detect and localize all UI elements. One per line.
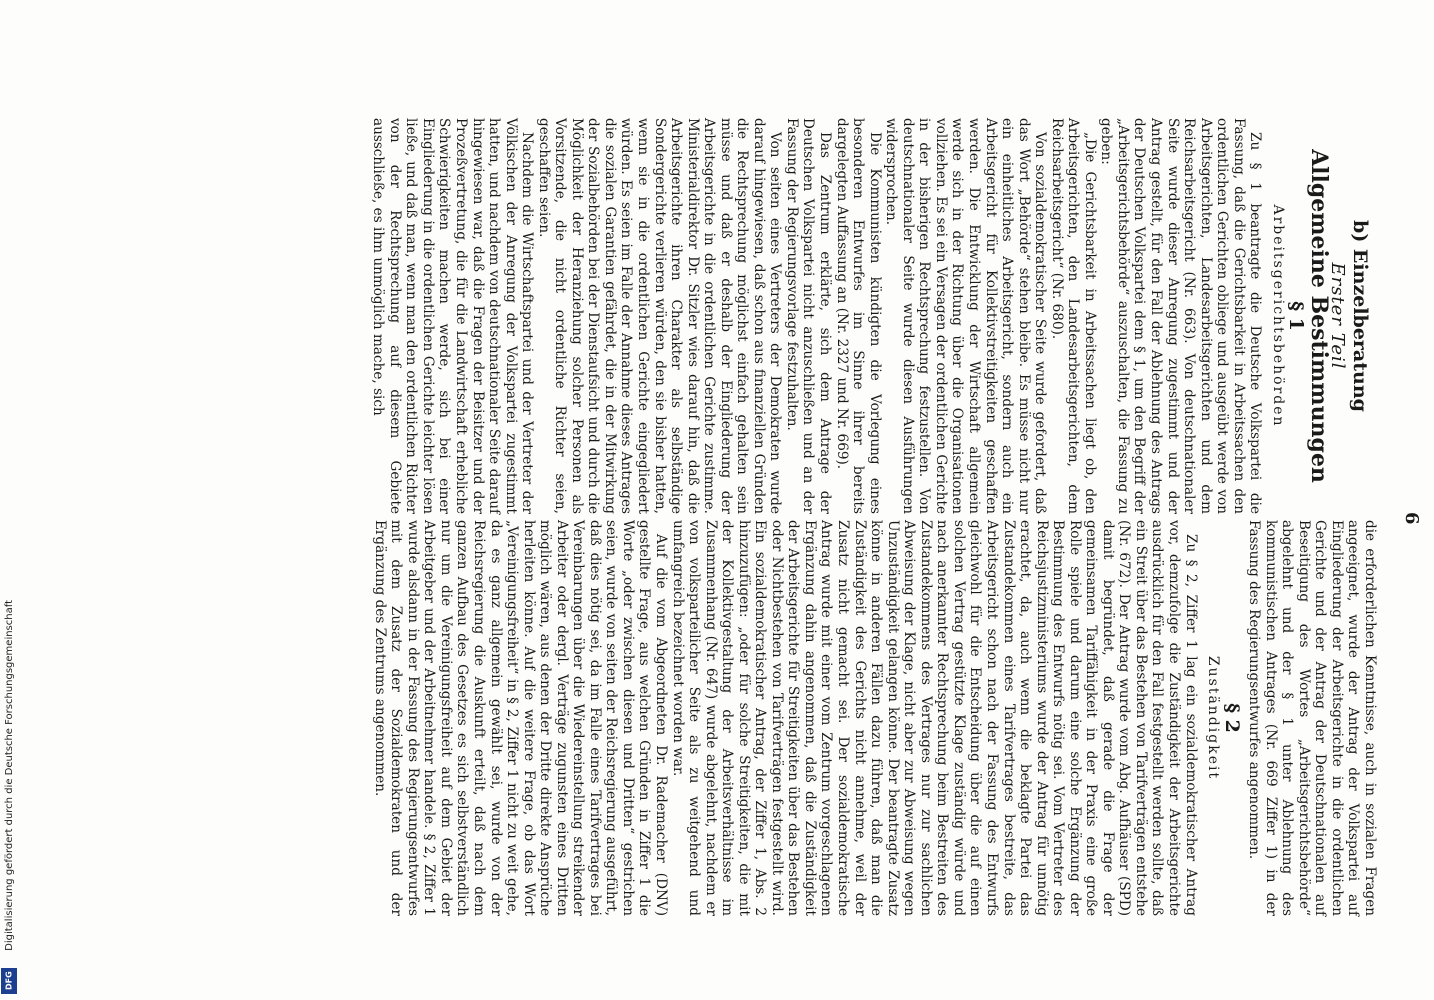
section-title-arbeitsgerichtsbehoerden: Arbeitsgerichtsbehörden bbox=[1269, 204, 1286, 428]
paragraph: „Die Gerichtsbarkeit in Arbeitssachen liegt ob, den Arbeitsgerichten, den Landesarbeitsgerichten, dem Reichsarbeitsgericht“ (Nr. 680). bbox=[1048, 118, 1098, 514]
heading-allgemeine-bestimmungen: Allgemeine Bestimmungen bbox=[1305, 149, 1332, 483]
section-title-zustaendigkeit: Zuständigkeit bbox=[1205, 655, 1222, 781]
dfg-logo: DFG bbox=[1, 968, 17, 994]
heading-erster-teil: Erster Teil bbox=[1327, 262, 1349, 370]
paragraph: Auf die vom Abgeordneten Dr. Rademacher (DNV) gestellte Frage, aus welchen Gründen in Ziffer 1 die Worte „oder zwischen diesen und Dritten“ gestrichen seien, wurde von seiten der Reichsregierung ausgeführt, daß dies nötig sei, da im Falle eines Tarifvertrages bei Vereinbarungen über die Wiedereinstellung streikender Arbeiter oder dergl. Verträge zugunsten eines Dritten möglich wären, aus denen der Dritte direkte Ansprüche herleiten könne. Auf die weitere Frage, ob das Wort „Vereinigungsfreiheit“ in § 2, Ziffer 1 nicht zu weit gehe, da es ganz allgemein gewählt sei, wurde von der Reichsregierung die Auskunft erteilt, daß nach dem ganzen Aufbau des Gesetzes es sich selbstverständlich nur um die Vereinigungsfreiheit auf dem Gebiet der Arbeitgeber und der Arbeitnehmer handele. § 2, Ziffer 1 wurde alsdann in der Fassung des Regierungsentwurfes mit dem Zusatz der Sozialdemokraten und der Ergänzung des Zentrums angenommen. bbox=[371, 520, 670, 916]
paragraph: Von seiten eines Vertreters der Demokraten wurde darauf hingewiesen, daß schon aus finanziellen Gründen die Rechtsprechung möglichst einfach gehalten sein müsse und daß er deshalb der Eingliederung der Arbeitsgerichte in die ordentlichen Gerichte zustimme. Ministerialdirektor Dr. Sitzler wies darauf hin, daß die Arbeitsgerichte ihren Charakter als selbständige Sondergerichte verlieren würden, den sie bisher hatten, wenn sie in die ordentlichen Gerichte eingegliedert würden. Es seien im Falle der Annahme dieses Antrages die sozialen Garantien gefährdet, die in der Mitwirkung der Sozialbehörden bei der Dienstaufsicht und durch die Möglichkeit der Heranziehung solcher Personen als Vorsitzende, die nicht ordentliche Richter seien, geschaffen seien. bbox=[535, 118, 784, 514]
heading-einzelberatung: b) Einzelberatung bbox=[1349, 220, 1371, 412]
paragraph: Die Kommunisten kündigten die Vorlegung eines besonderen Entwurfes im Sinne ihrer bereits dargelegten Auffassung an (Nr. 2327 und Nr. 669). bbox=[833, 118, 883, 514]
text-column-left bbox=[370, 118, 1378, 514]
paragraph: Zu § 1 beantragte die Deutsche Volkspartei die Fassung, daß die Gerichtsbarkeit in Arbeitssachen den ordentlichen Gerichten obliege und ausgeübt werde von Arbeitsgerichten, Landesarbeitsgerichten und dem Reichsarbeitsgericht (Nr. 663). Von deutschnationaler Seite wurde dieser Anregung zugestimmt und der Antrag gestellt, für den Fall der Ablehnung des Antrags der Deutschen Volkspartei dem § 1, um den Begriff der „Arbeitsgerichtsbehörde“ auszuschalten, die Fassung zu geben: bbox=[1098, 118, 1264, 514]
paragraph: die erforderlichen Kenntnisse, auch in sozialen Fragen angeeignet, wurde der Antrag der Volkspartei auf Eingliederung der Arbeitsgerichte in die ordentlichen Gerichte und der Antrag der Deutschnationalen auf Beseitigung des Wortes „Arbeitsgerichtsbehörde“ abgelehnt und der § 1 unter Ablehnung des kommunistischen Antrages (Nr. 669 Ziffer 1) in der Fassung des Regierungsentwurfes angenommen. bbox=[1246, 520, 1378, 916]
section-heading-para2: § 2 bbox=[1220, 703, 1243, 733]
paragraph: Das Zentrum erklärte, sich dem Antrage der Deutschen Volkspartei nicht anzuschließen und an der Fassung der Regierungsvorlage festzuhalten. bbox=[783, 118, 834, 514]
paragraph: Zu § 2, Ziffer 1 lag ein sozialdemokratischer Antrag vor, demzufolge die Zuständigkeit der Arbeitsgerichte ausdrücklich für den Fall festgestellt werden sollte, daß ein Streit über das Bestehen von Tarifverträgen entstehe (Nr. 672). Der Antrag wurde vom Abg. Aufhäuser (SPD) damit begründet, daß gerade die Frage der gemeinsamen Tariffähigkeit in der Praxis eine große Rolle spiele und darum eine solche Ergänzung der Bestimmung des Entwurfs nötig sei. Vom Vertreter des Reichsjustizministeriums wurde der Antrag für unnötig erachtet, da, auch wenn die beklagte Partei das Zustandekommen eines Tarifvertrages bestreite, das Arbeitsgericht schon nach der Fassung des Entwurfs gleichwohl für die Entscheidung über die auf einen solchen Vertrag gestützte Klage zuständig würde und nach anerkannter Rechtsprechung beim Bestreiten des Zustandekommens des Vertrages nur zur sachlichen Abweisung der Klage, nicht aber zur Abweisung wegen Unzuständigkeit gelangen könne. Der beantragte Zusatz könne in anderen Fällen dazu führen, daß man die Zuständigkeit des Gerichts nicht annehme, weil der Zusatz nicht gemacht sei. Der sozialdemokratische Antrag wurde mit einer vom Zentrum vorgeschlagenen Ergänzung dahin angenommen, daß die Zuständigkeit der Arbeitsgerichte für Streitigkeiten über das Bestehen oder Nichtbestehen von Tarifverträgen festgestellt wird. Ein sozialdemokratischer Antrag, der Ziffer 1, Abs. 2 hinzuzufügen: „oder für solche Streitigkeiten, die mit der Kollektivgestaltung der Arbeitsverhältnisse im Zusammenhang (Nr. 647) wurde abgelehnt, nachdem er von volksparteilicher Seite als zu weitgehend und umfangreich bezeichnet worden war. bbox=[669, 520, 1199, 916]
paragraph: Nachdem die Wirtschaftspartei und der Vertreter der Völkischen der Anregung der Volkspartei zugestimmt hatten, und nachdem von deutschnationaler Seite darauf hingewiesen war, daß die Fragen der Beisitzer und der Prozeßvertretung, die für die Landwirtschaft erhebliche Schwierigkeiten machen werde, sich bei einer Eingliederung in die ordentlichen Gerichte leichter lösen ließe, und daß man, wenn man den ordentlichen Richter von der Rechtsprechung auf diesem Gebiete ausschließe, es ihm unmöglich mache, sich bbox=[370, 118, 536, 514]
funding-credit: Digitalisierung gefördert durch die Deutsche Forschungsgemeinschaft bbox=[4, 600, 15, 951]
page-number: 6 bbox=[1401, 512, 1422, 525]
text-column-right bbox=[371, 520, 1378, 916]
section-heading-para1: § 1 bbox=[1285, 301, 1308, 331]
paragraph: Von sozialdemokratischer Seite wurde gefordert, daß das Wort „Behörde“ stehen bleibe. Es müsse nicht nur ein einheitliches Arbeitsgericht, sondern auch ein Arbeitsgericht für Kollektivstreitigkeiten geschaffen werden. Die Entwicklung der Wirtschaft allgemein werde sich in der Richtung über die Organisationen vollziehen. Es sei ein Versagen der ordentlichen Gerichte in der bisherigen Rechtsprechung festzustellen. Von deutschnationaler Seite wurde diesen Ausführungen widersprochen. bbox=[883, 118, 1049, 514]
